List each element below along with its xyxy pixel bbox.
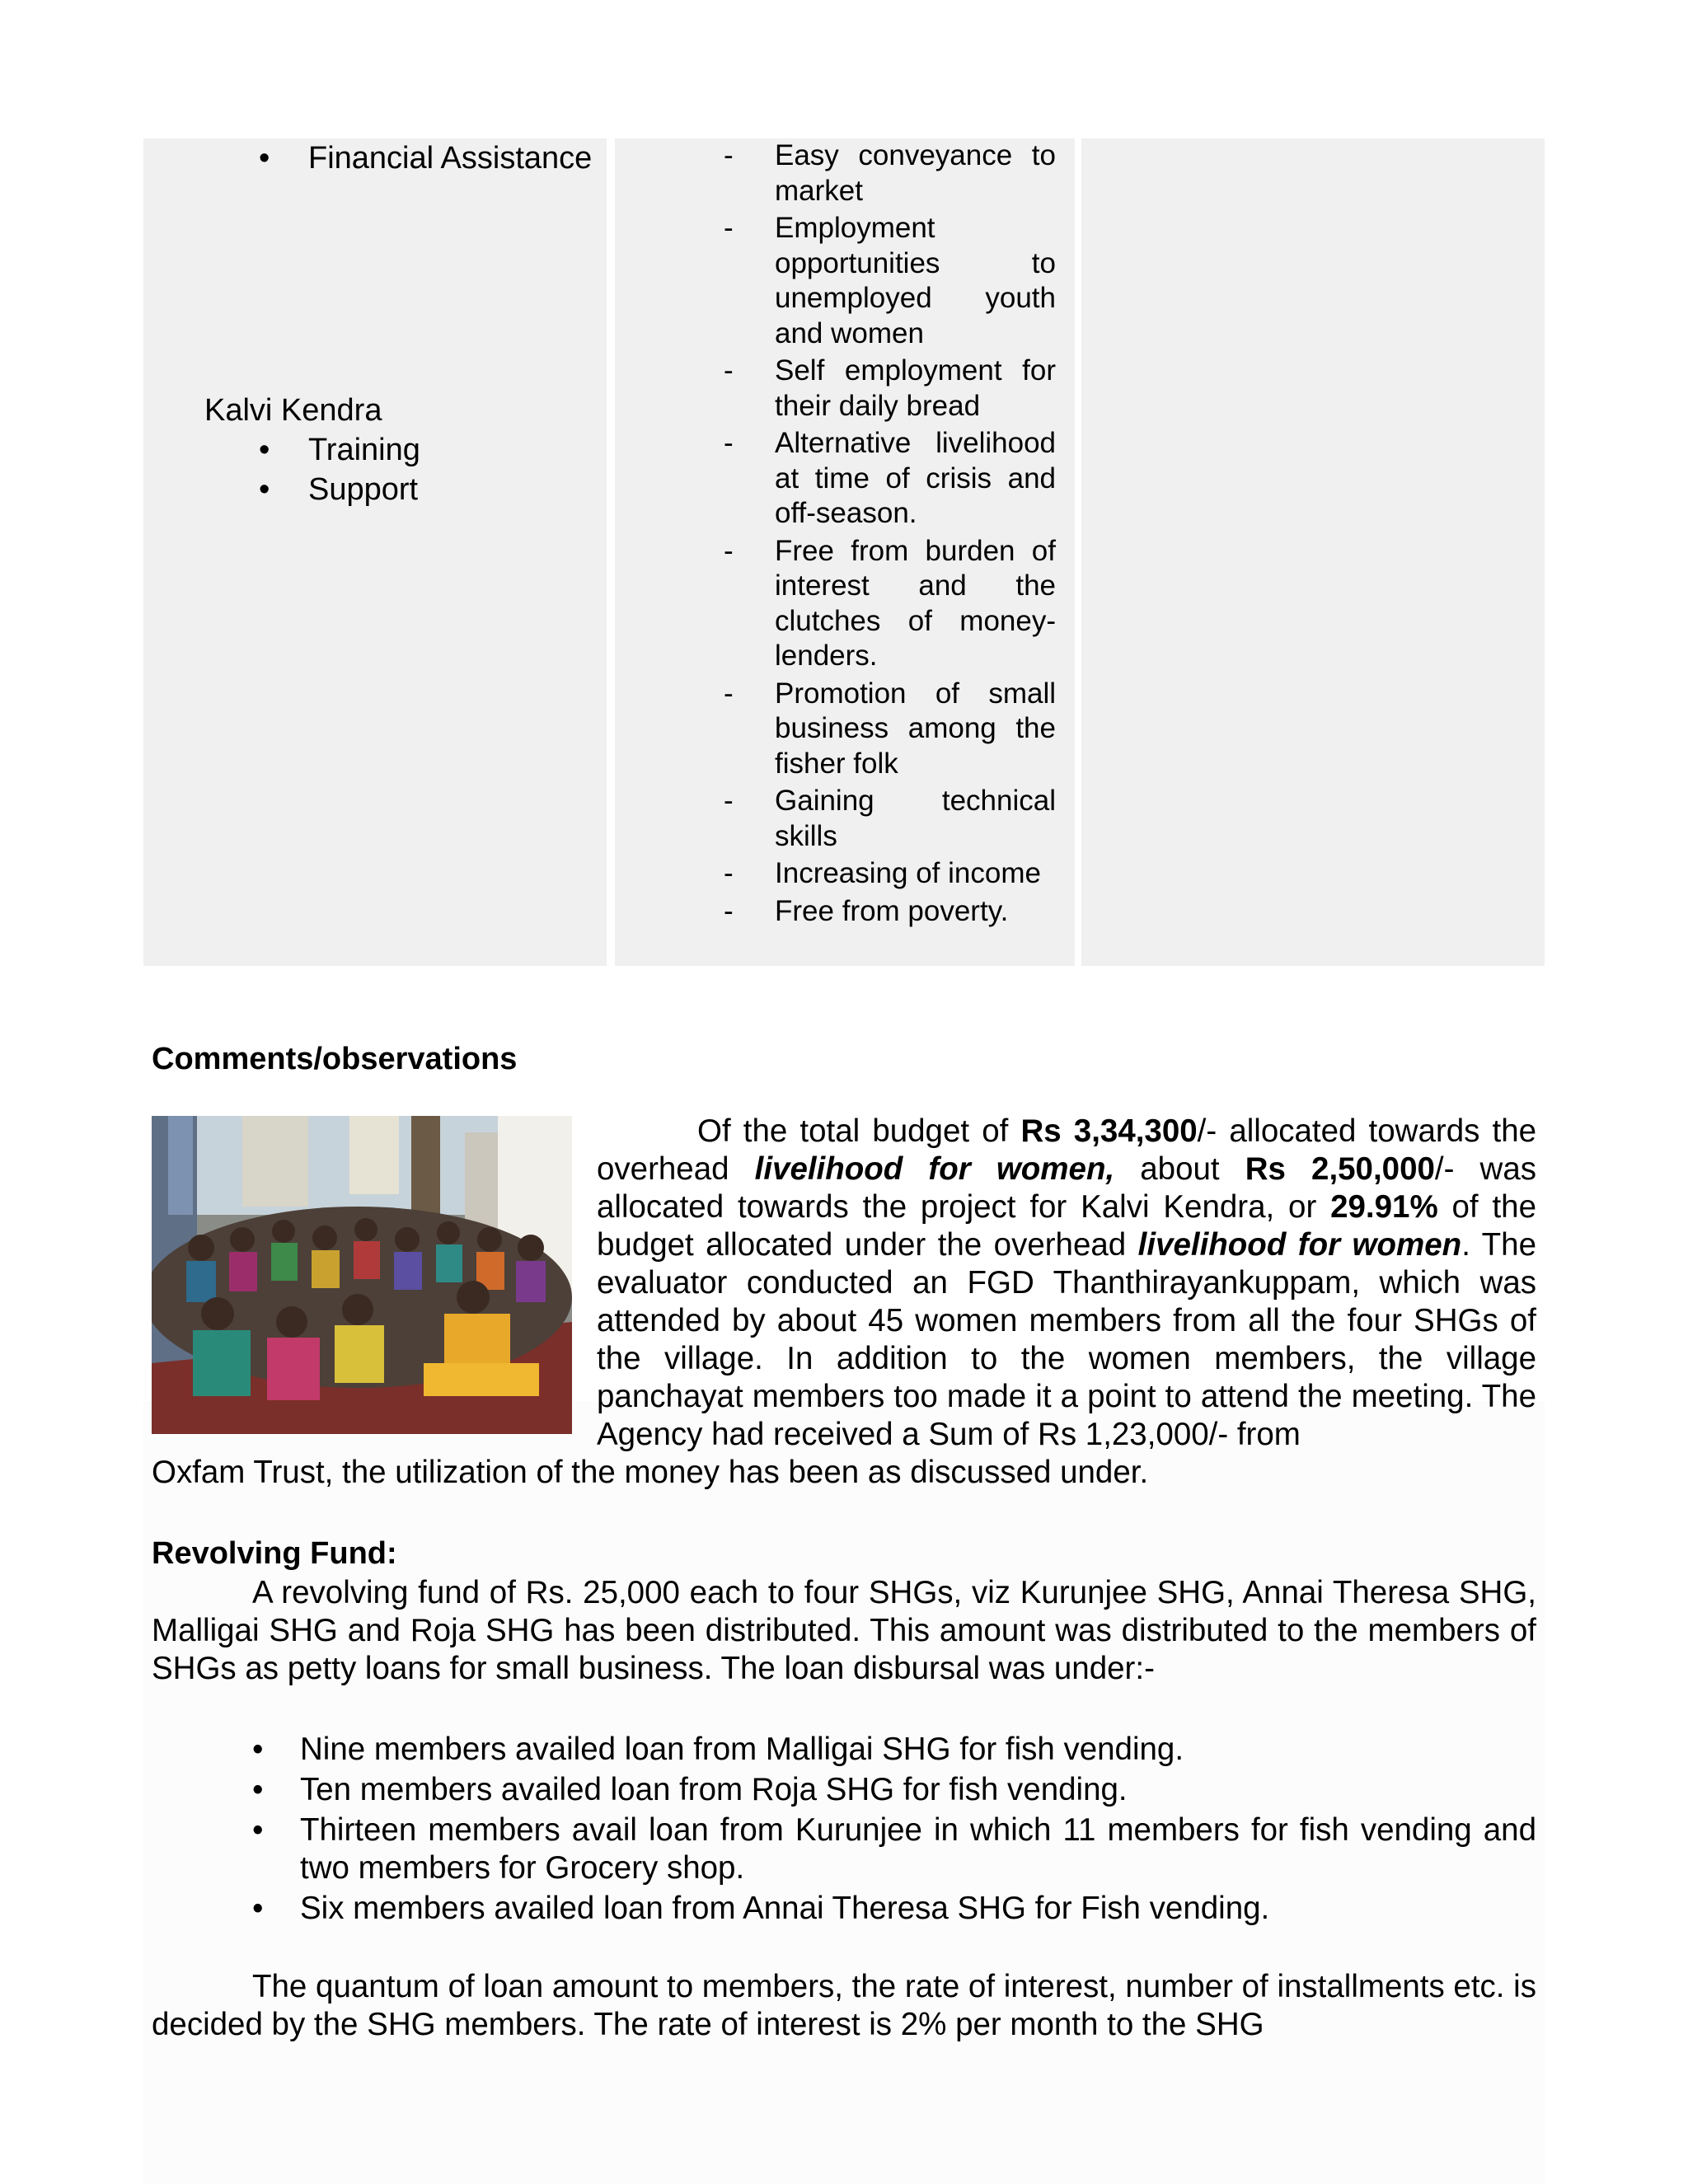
bullet-icon: • — [252, 1772, 264, 1807]
dash-icon: - — [724, 857, 734, 889]
budget-percentage: 29.91% — [1330, 1189, 1438, 1225]
list-item: - Gaining technical skills — [724, 785, 1056, 852]
comments-heading: Comments/observations — [152, 1042, 518, 1076]
list-item: • Support — [143, 470, 420, 509]
list-item: • Nine members availed loan from Malligai SHG for fish vending. — [252, 1732, 1184, 1767]
dash-icon: - — [724, 894, 734, 927]
list-item: • Ten members availed loan from Roja SHG for fish vending. — [252, 1772, 1128, 1807]
list-item: - Increasing of income — [615, 856, 1056, 892]
table-cell-outcomes — [615, 138, 1075, 966]
bullet-icon: • — [259, 433, 270, 467]
dash-icon: - — [724, 212, 734, 244]
list-item: - Free from burden of interest and the clutches of money-lenders. — [724, 534, 1056, 672]
total-budget-amount: Rs 3,34,300 — [1020, 1113, 1198, 1149]
overhead-name: livelihood for women, — [754, 1151, 1115, 1187]
bullet-icon: • — [252, 1891, 264, 1926]
dash-icon: - — [724, 139, 734, 171]
loan-disbursal-list — [152, 1731, 1536, 1930]
revolving-fund-heading: Revolving Fund: — [152, 1536, 397, 1571]
table-cell-empty — [1081, 138, 1545, 966]
list-item: - Employment opportunities to unemployed youth and women — [724, 212, 1056, 349]
bullet-icon: • — [259, 472, 270, 507]
list-item: • Financial Assistance — [143, 138, 592, 178]
fgd-meeting-photo — [152, 1116, 572, 1434]
dash-icon: - — [724, 534, 734, 567]
observations-paragraph: Of the total budget of Rs 3,34,300/- allocated towards the overhead livelihood for women, about Rs 2,50,000/- was allocated towards the project for Kalvi Kendra, or 29.91% of the budget allocated under the overhead livelihood for women. The evaluator conducted an FGD Thanthirayankuppam, which was attended by about 45 women members from all the four SHGs of the village. In addition to the women members, the village panchayat members too made it a point to attend the meeting. The Agency had received a Sum of Rs 1,23,000/- from — [597, 1113, 1537, 1452]
activity-list-a — [143, 138, 592, 178]
overhead-name: livelihood for women — [1137, 1227, 1462, 1263]
list-item: • Six members availed loan from Annai Theresa SHG for Fish vending. — [252, 1891, 1270, 1926]
observations-paragraph-end: Oxfam Trust, the utilization of the money has been as discussed under. — [152, 1455, 1149, 1490]
kalvi-kendra-amount: Rs 2,50,000 — [1245, 1151, 1435, 1187]
list-item: • Thirteen members avail loan from Kurunjee in which 11 members for fish vending and two members for Grocery shop. — [252, 1812, 1536, 1886]
list-item: - Self employment for their daily bread — [724, 354, 1056, 422]
activity-list-b — [143, 430, 420, 509]
list-item: - Easy conveyance to market — [724, 139, 1056, 207]
loan-terms-paragraph: The quantum of loan amount to members, the rate of interest, number of installments etc. is decided by the SHG members. The rate of interest is 2% per month to the SHG — [152, 1969, 1536, 2042]
list-item: • Training — [143, 430, 420, 470]
list-item: - Alternative livelihood at time of crisis and off-season. — [724, 427, 1056, 529]
list-item: - Promotion of small business among the fisher folk — [724, 677, 1056, 780]
table-cell-activities — [143, 138, 607, 966]
revolving-fund-paragraph: A revolving fund of Rs. 25,000 each to four SHGs, viz Kurunjee SHG, Annai Theresa SHG, Malligai SHG and Roja SHG has been distributed. This amount was distributed to the members of SHGs as petty loans for small business. The loan disbursal was under:- — [152, 1575, 1536, 1686]
kalvi-kendra-heading: Kalvi Kendra — [204, 393, 382, 428]
dash-icon: - — [724, 354, 734, 387]
bullet-icon: • — [259, 141, 270, 176]
list-item: - Free from poverty. — [615, 894, 1056, 930]
outcome-list — [615, 138, 1075, 931]
dash-icon: - — [724, 427, 734, 459]
dash-icon: - — [724, 785, 734, 817]
dash-icon: - — [724, 677, 734, 710]
bullet-icon: • — [252, 1812, 264, 1848]
bullet-icon: • — [252, 1732, 264, 1767]
